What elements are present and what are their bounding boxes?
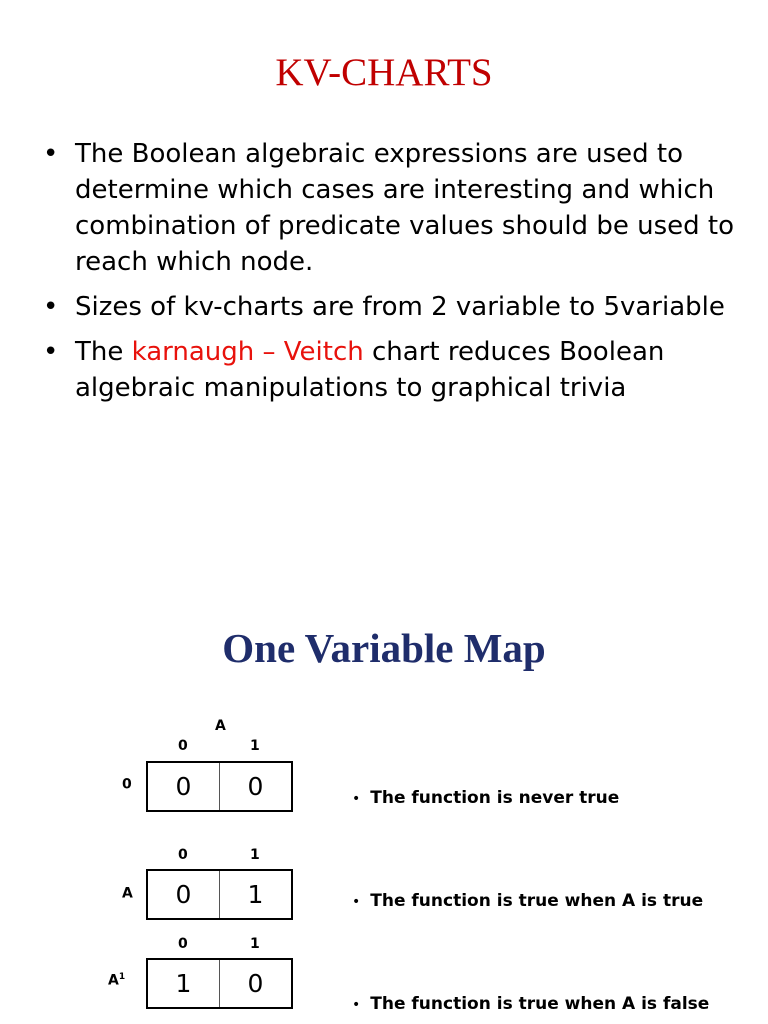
kmap-grid: [146, 958, 293, 1009]
kmap-grid: [146, 761, 293, 812]
bullet-icon: •: [43, 337, 59, 367]
bullet-list: [40, 136, 740, 415]
column-label: 0: [178, 738, 188, 754]
bullet-text-before: The: [75, 337, 132, 367]
bullet-text: The Boolean algebraic expressions are used to determine which cases are interesting and which combination of predicate values should be used to reach which node.: [75, 139, 734, 277]
highlighted-term: karnaugh – Veitch: [131, 337, 364, 367]
map-note: • The function is true when A is true: [352, 891, 704, 911]
kmap-cell: 1: [219, 871, 291, 918]
kmap-cell: 0: [175, 772, 192, 801]
row-label: 0: [122, 776, 132, 793]
variable-label: A: [215, 718, 226, 734]
bullet-item: [40, 289, 740, 325]
column-label: 0: [178, 847, 188, 863]
bullet-text-after: chart reduces Boolean algebraic manipulations to graphical trivia: [75, 337, 665, 403]
slide-title: One Variable Map: [222, 625, 546, 671]
map-note: • The function is never true: [352, 788, 620, 808]
kmap-cell: 0: [219, 763, 291, 810]
column-label: 1: [250, 936, 260, 952]
kmap-grid: [146, 869, 293, 920]
slide-one-variable-map: [0, 560, 768, 1024]
map-note: • The function is true when A is false: [352, 994, 710, 1014]
kmap-cell: 0: [219, 960, 291, 1007]
column-label: 1: [250, 738, 260, 754]
bullet-text: Sizes of kv-charts are from 2 variable to 5variable: [75, 292, 725, 322]
row-label: $A^1$: [108, 972, 126, 989]
slide-title: KV-CHARTS: [275, 51, 493, 94]
column-label: 1: [250, 847, 260, 863]
bullet-item: [40, 136, 740, 280]
column-label: 0: [178, 936, 188, 952]
row-label: A: [122, 885, 133, 902]
bullet-icon: •: [43, 292, 59, 322]
bullet-item: [40, 334, 740, 406]
kmap-cell: 0: [175, 880, 192, 909]
bullet-icon: •: [43, 139, 59, 169]
kmap-cell: 1: [175, 969, 192, 998]
